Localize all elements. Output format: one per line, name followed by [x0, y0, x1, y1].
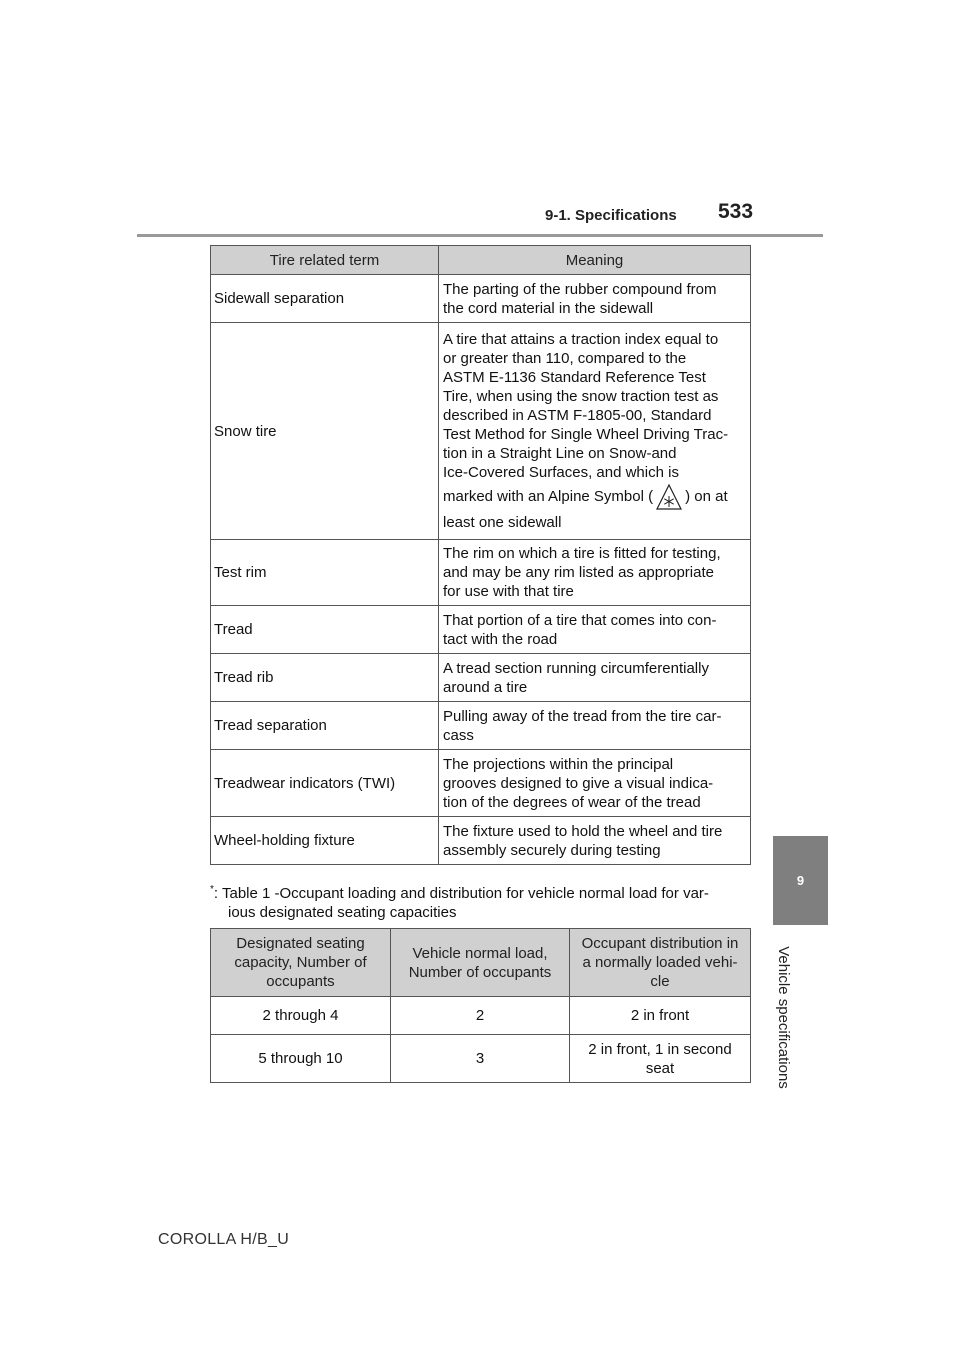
term-cell: Tread: [211, 606, 439, 654]
column-header-normal-load: Vehicle normal load, Number of occupants: [391, 929, 570, 997]
normal-load-cell: 3: [391, 1035, 570, 1083]
meaning-line: for use with that tire: [443, 583, 574, 600]
meaning-line: or greater than 110, compared to the: [443, 350, 687, 367]
chapter-number: 9: [796, 873, 805, 888]
meaning-cell: [439, 702, 751, 750]
meaning-line: Test Method for Single Wheel Driving Trac-: [443, 426, 729, 443]
chapter-side-label: [771, 935, 795, 1100]
term-cell: Treadwear indicators (TWI): [211, 750, 439, 817]
table-row: [211, 1035, 751, 1083]
footnote-line: *: Table 1 -Occupant loading and distribution for vehicle normal load for var-: [210, 884, 709, 902]
table-row: [211, 606, 751, 654]
meaning-line: A tire that attains a traction index equal to: [443, 331, 719, 348]
table-row: [211, 997, 751, 1035]
footer-model-name: COROLLA H/B_U: [158, 1231, 290, 1248]
meaning-cell: [439, 654, 751, 702]
meaning-cell: [439, 606, 751, 654]
meaning-line: The parting of the rubber compound from: [443, 280, 717, 298]
term-cell: Wheel-holding fixture: [211, 817, 439, 865]
distribution-cell: 2 in front, 1 in second seat: [570, 1035, 751, 1083]
column-header-distribution: Occupant distribution in a normally loaded vehi- cle: [570, 929, 751, 997]
meaning-line: Pulling away of the tread from the tire car-: [443, 707, 722, 725]
header-divider: [137, 234, 823, 237]
column-header-capacity: Designated seating capacity, Number of occupants: [211, 929, 391, 997]
normal-load-cell: 2: [391, 997, 570, 1035]
capacity-cell: 5 through 10: [211, 1035, 391, 1083]
table-row: [211, 540, 751, 606]
capacity-cell: 2 through 4: [211, 997, 391, 1035]
occupant-loading-table: [210, 928, 751, 1083]
meaning-line-with-symbol: marked with an Alpine Symbol ( ) on at: [443, 484, 748, 510]
tire-terms-table: [210, 245, 751, 865]
meaning-cell: [439, 275, 751, 323]
table-row: [211, 750, 751, 817]
meaning-line: the cord material in the sidewall: [443, 299, 654, 317]
chapter-tab[interactable]: [773, 836, 828, 925]
term-cell: Snow tire: [211, 323, 439, 540]
section-title: 9-1. Specifications: [545, 207, 677, 224]
meaning-line: tact with the road: [443, 630, 558, 648]
meaning-line: tion of the degrees of wear of the tread: [443, 793, 701, 811]
table-header-row: [211, 246, 751, 275]
meaning-line: That portion of a tire that comes into con-: [443, 611, 717, 629]
term-cell: Tread rib: [211, 654, 439, 702]
table-row: [211, 702, 751, 750]
meaning-line: assembly securely during testing: [443, 841, 661, 859]
meaning-line: cass: [443, 726, 474, 744]
table-footnote: [210, 880, 755, 922]
meaning-cell: [439, 817, 751, 865]
meaning-line: tion in a Straight Line on Snow-and: [443, 445, 677, 462]
meaning-cell: [439, 750, 751, 817]
chapter-title: Vehicle specifications: [774, 946, 792, 1089]
distribution-cell: 2 in front: [570, 997, 751, 1035]
meaning-line: described in ASTM F-1805-00, Standard: [443, 407, 712, 424]
term-cell: Sidewall separation: [211, 275, 439, 323]
meaning-line: grooves designed to give a visual indica-: [443, 774, 714, 792]
table-row: [211, 323, 751, 540]
table-row: [211, 654, 751, 702]
meaning-line: The fixture used to hold the wheel and tire: [443, 822, 723, 840]
table-header-row: [211, 929, 751, 997]
table-row: [211, 817, 751, 865]
meaning-line: ASTM E-1136 Standard Reference Test: [443, 369, 706, 386]
footnote-marker: *: [210, 884, 214, 895]
meaning-cell: [439, 323, 751, 540]
meaning-line: The projections within the principal: [443, 755, 674, 773]
meaning-cell: [439, 540, 751, 606]
alpine-snowflake-icon: [656, 484, 682, 510]
meaning-line: Tire, when using the snow traction test as: [443, 388, 719, 405]
meaning-line: least one sidewall: [443, 514, 562, 531]
footnote-line: ious designated seating capacities: [228, 904, 457, 921]
column-header-term: Tire related term: [211, 246, 439, 275]
meaning-line: A tread section running circumferentially: [443, 659, 709, 677]
meaning-line: Ice-Covered Surfaces, and which is: [443, 464, 679, 481]
meaning-line: around a tire: [443, 678, 528, 696]
meaning-line: and may be any rim listed as appropriate: [443, 564, 714, 581]
term-cell: Tread separation: [211, 702, 439, 750]
column-header-meaning: Meaning: [439, 246, 751, 275]
table-row: [211, 275, 751, 323]
meaning-line: The rim on which a tire is fitted for testing,: [443, 545, 721, 562]
term-cell: Test rim: [211, 540, 439, 606]
page-number: 533: [718, 200, 754, 223]
